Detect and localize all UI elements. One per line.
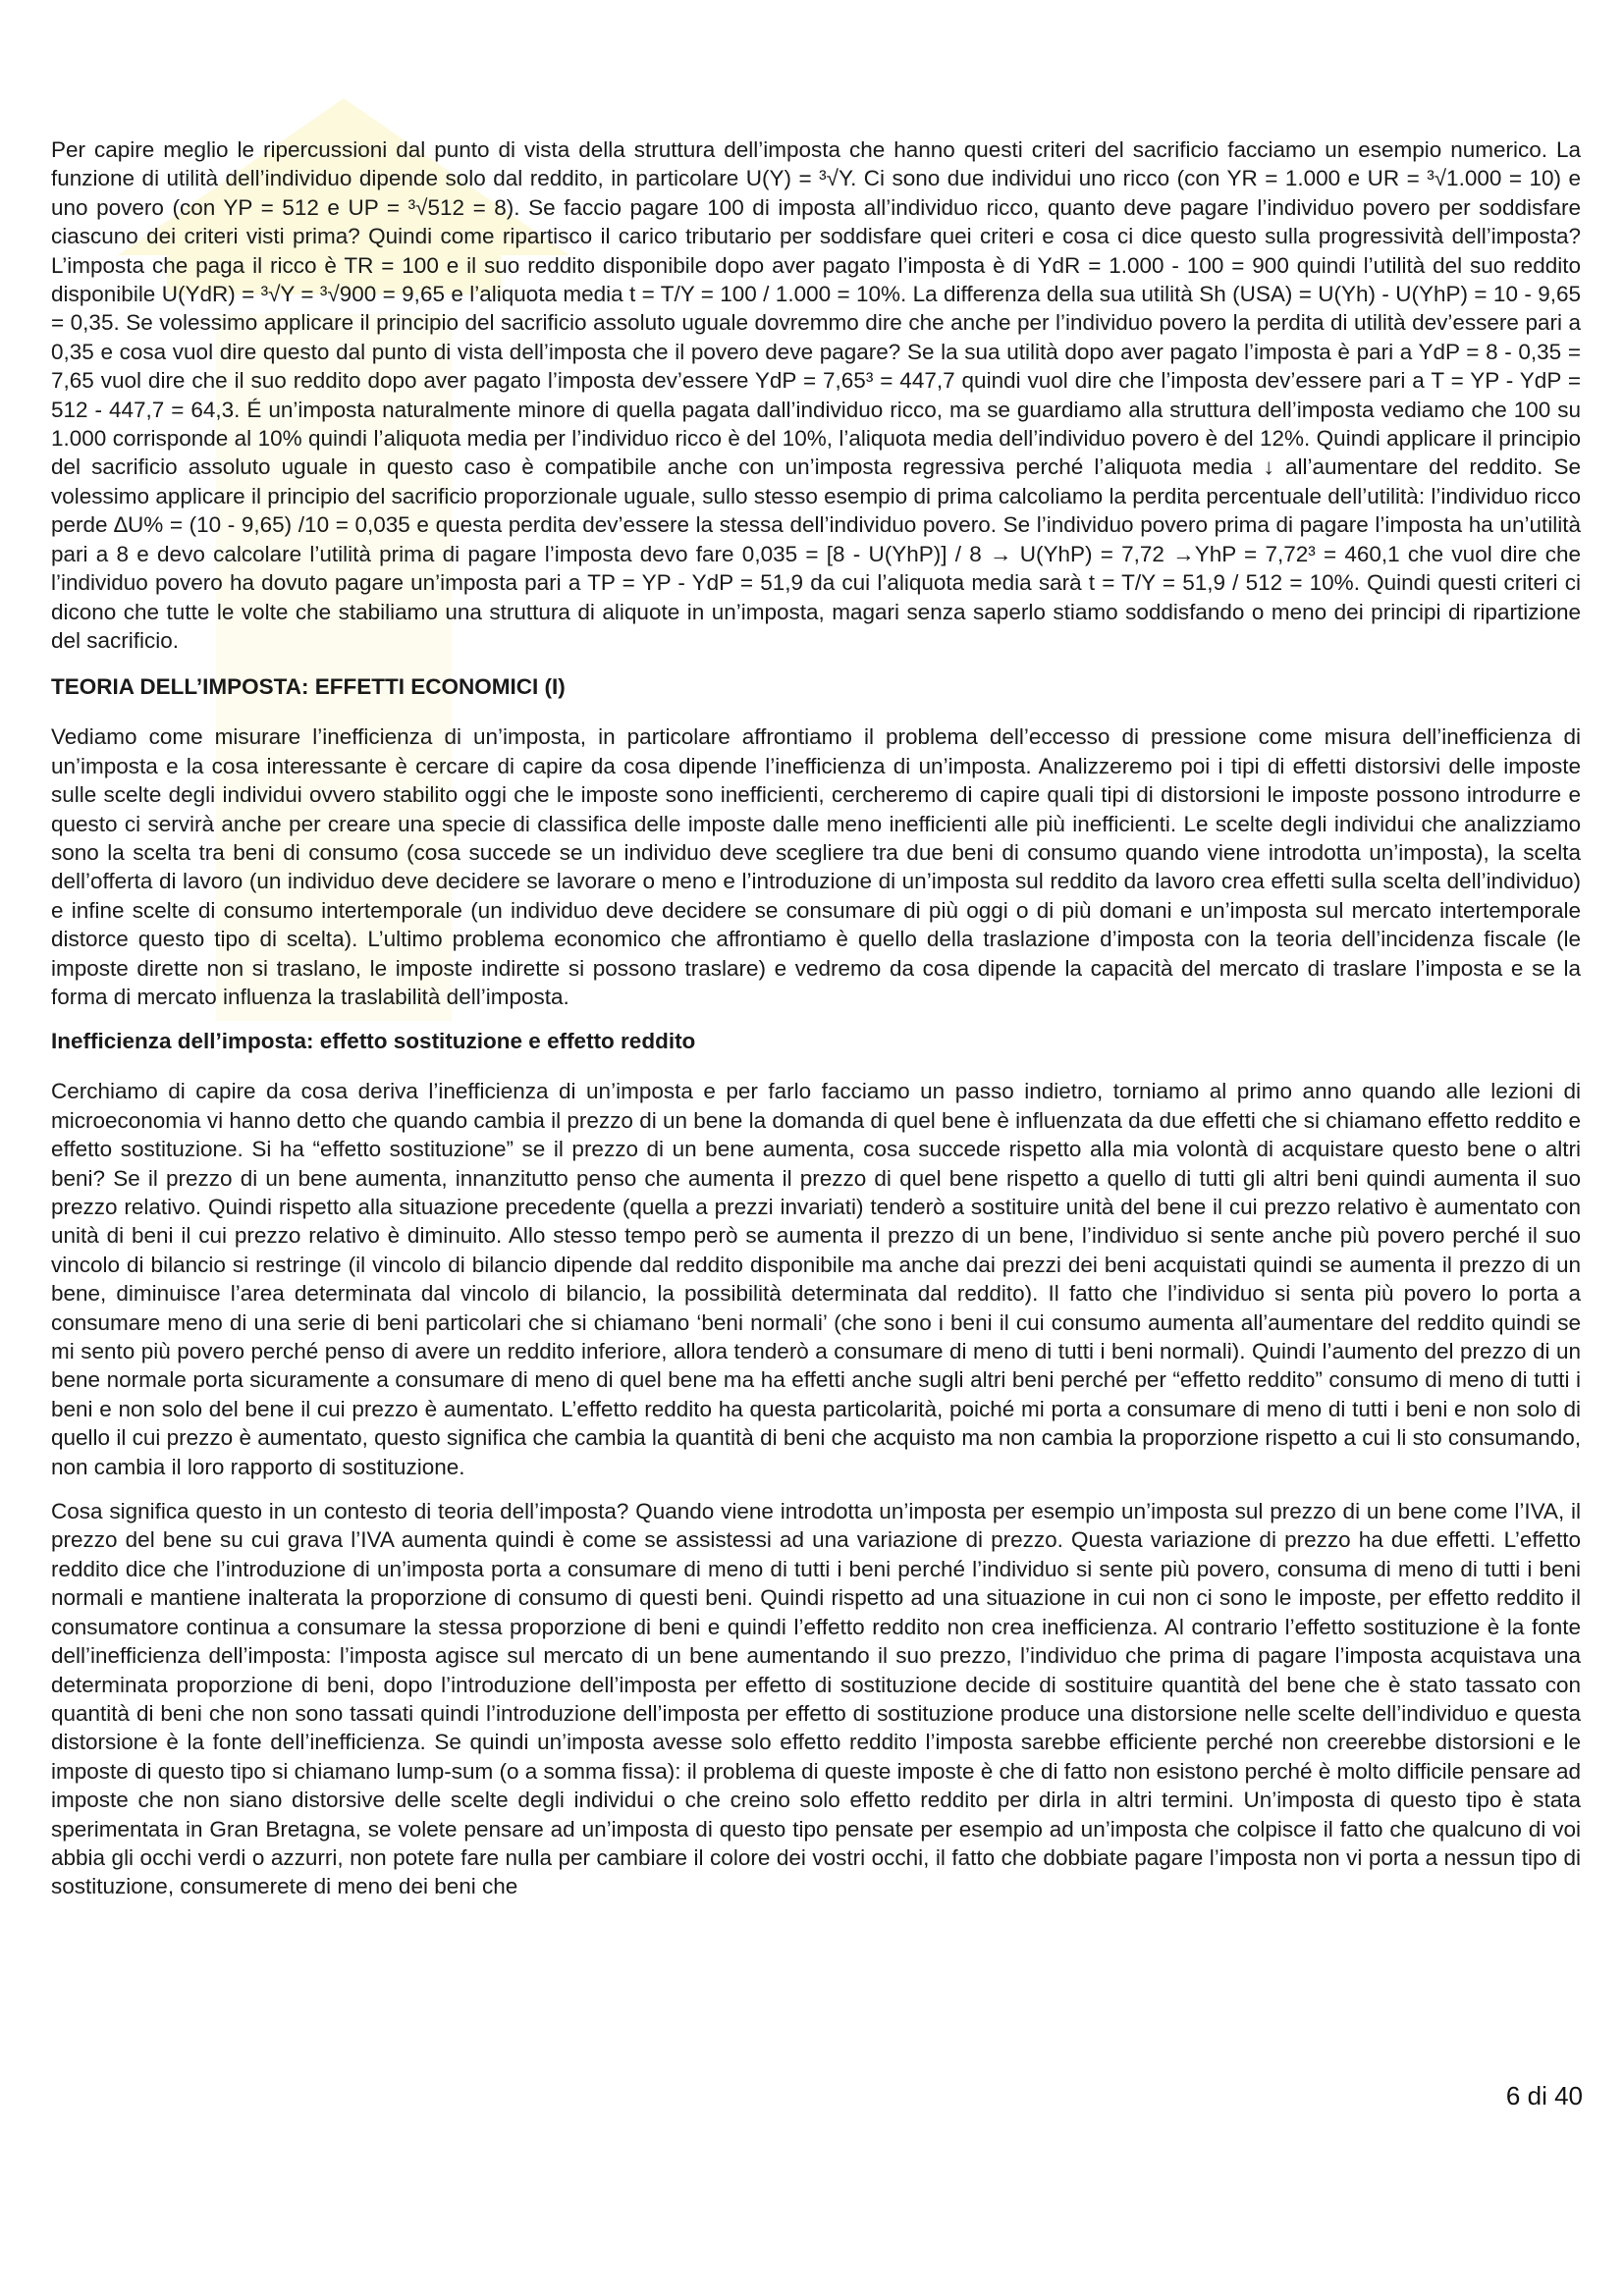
paragraph-substitution-income: Cerchiamo di capire da cosa deriva l’inefficienza di un’imposta e per farlo facciamo un passo indietro, torniamo al primo anno quando alle lezioni di microeconomia vi hanno detto che quando cambia il prezzo di un bene la domanda di quel bene è influenzata da due effetti che si chiamano effetto reddito e effetto sostituzione. Si ha “effetto sostituzione” se il prezzo di un bene aumenta, cosa succede rispetto alla mia volontà di acquistare questo bene o altri beni? Se il prezzo di un bene aumenta, innanzitutto penso che aumenta il prezzo di quel bene rispetto a quello di tutti gli altri beni quindi aumenta il suo prezzo relativo. Quindi rispetto alla situazione precedente (quella a prezzi invariati) tenderò a sostituire unità del bene il cui prezzo relativo è aumentato con unità di beni il cui prezzo relativo è diminuito. Allo stesso tempo però se aumenta il prezzo di un bene, l’individuo si sente anche più povero perché il suo vincolo di bilancio si restringe (il vincolo di bilancio dipende dal reddito disponibile ma anche dai prezzi dei beni acquistati quindi se aumenta il prezzo di un bene, diminuisce l’area determinata dal vincolo di bilancio, la possibilità determinata dal reddito). Il fatto che l’individuo si senta più povero lo porta a consumare meno di una serie di beni particolari che si chiamano ‘beni normali’ (che sono i beni il cui consumo aumenta all’aumentare del reddito quindi se mi sento più povero perché penso di avere un reddito inferiore, allora tenderò a consumare di meno di tutti i beni normali). Quindi l’aumento del prezzo di un bene normale porta sicuramente a consumare di meno di quel bene ma ha effetti anche sugli altri beni perché per “effetto reddito” consumo di meno di tutti i beni e non solo del bene il cui prezzo è aumentato. L’effetto reddito ha questa particolarità, poiché mi porta a consumare di meno di tutti i beni e non solo di quello il cui prezzo è aumentato, questo significa che cambia la quantità di beni che acquisto ma non cambia la proporzione rispetto a cui li sto consumando, non cambia il loro rapporto di sostituzione. [51, 1079, 1581, 1479]
subsection-heading: Inefficienza dell’imposta: effetto sostituzione e effetto reddito [51, 1029, 696, 1054]
paragraph-tax-theory-context: Cosa significa questo in un contesto di teoria dell’imposta? Quando viene introdotta un’imposta per esempio un’imposta sul prezzo di un bene come l’IVA, il prezzo del bene su cui grava l’IVA aumenta quindi è come se assistessi ad una variazione di prezzo. Questa variazione di prezzo ha due effetti. L’effetto reddito dice che l’introduzione di un’imposta porta a consumare di meno di tutti i beni perché l’individuo si sente più povero, consuma di meno di tutti i beni normali e mantiene inalterata la proporzione di consumo di questi beni. Quindi rispetto ad una situazione in cui non ci sono le imposte, per effetto reddito il consumatore continua a consumare la stessa proporzione di beni e quindi l’effetto reddito non crea inefficienza. Al contrario l’effetto sostituzione è la fonte dell’inefficienza dell’imposta: l’imposta agisce sul mercato di un bene aumentando il suo prezzo, l’individuo che prima di pagare l’imposta acquistava una determinata proporzione di beni, dopo l’introduzione dell’imposta per effetto di sostituzione decide di sostituire quantità del bene che è stato tassato con quantità di beni che non sono tassati quindi l’introduzione dell’imposta per effetto di sostituzione produce una distorsione nelle scelte dell’individuo e questa distorsione è la fonte dell’inefficienza. Se quindi un’imposta avesse solo effetto reddito l’imposta sarebbe efficiente perché non creerebbe distorsioni e le imposte di questo tipo si chiamano lump-sum (o a somma fissa): il problema di queste imposte è che di fatto non esistono perché è molto difficile pensare ad imposte che non siano distorsive delle scelte degli individui o che creino solo effetto reddito per dirla in altri termini. Un’imposta di questo tipo è stata sperimentata in Gran Bretagna, se volete pensare ad un’imposta di questo tipo pensate per esempio ad un’imposta che colpisce il fatto che qualcuno di voi abbia gli occhi verdi o azzurri, non potete fare nulla per cambiare il colore dei vostri occhi, il fatto che dobbiate pagare l’imposta non vi porta a nessun tipo di sostituzione, consumerete di meno dei beni che [51, 1499, 1581, 1899]
document-page [51, 135, 1581, 1917]
section-heading: TEORIA DELL’IMPOSTA: EFFETTI ECONOMICI (I) [51, 674, 566, 700]
page-number: 6 di 40 [1505, 2081, 1583, 2110]
paragraph-sacrifice-example: Per capire meglio le ripercussioni dal punto di vista della struttura dell’imposta che hanno questi criteri del sacrificio facciamo un esempio numerico. La funzione di utilità dell’individuo dipende solo dal reddito, in particolare U(Y) = ³√Y. Ci sono due individui uno ricco (con YR = 1.000 e UR = ³√1.000 = 10) e uno povero (con YP = 512 e UP = ³√512 = 8). Se faccio pagare 100 di imposta all’individuo ricco, quanto deve pagare l’individuo povero per soddisfare ciascuno dei criteri visti prima? Quindi come ripartisco il carico tributario per soddisfare quei criteri e cosa ci dice questo sulla progressività dell’imposta? L’imposta che paga il ricco è TR = 100 e il suo reddito disponibile dopo aver pagato l’imposta è di YdR = 1.000 - 100 = 900 quindi l’utilità del suo reddito disponibile U(YdR) = ³√Y = ³√900 = 9,65 e l’aliquota media t = T/Y = 100 / 1.000 = 10%. La differenza della sua utilità Sh (USA) = U(Yh) - U(YhP) = 10 - 9,65 = 0,35. Se volessimo applicare il principio del sacrificio assoluto uguale dovremmo dire che anche per l’individuo povero la perdita di utilità dev’essere pari a 0,35 e cosa vuol dire questo dal punto di vista dell’imposta che il povero deve pagare? Se la sua utilità dopo aver pagato l’imposta è pari a YdP = 8 - 0,35 = 7,65 vuol dire che il suo reddito dopo aver pagato l’imposta dev’essere YdP = 7,65³ = 447,7 quindi vuol dire che l’imposta dev’essere pari a T = YP - YdP = 512 - 447,7 = 64,3. É un’imposta naturalmente minore di quella pagata dall’individuo ricco, ma se guardiamo alla struttura dell’imposta vediamo che 100 su 1.000 corrisponde al 10% quindi l’aliquota media per l’individuo ricco è del 10%, l’aliquota media dell’individuo povero è del 12%. Quindi applicare il principio del sacrificio assoluto uguale in questo caso è compatibile anche con un’imposta regressiva perché l’aliquota media ↓ all’aumentare del reddito. Se volessimo applicare il principio del sacrificio proporzionale uguale, sullo stesso esempio di prima calcoliamo la perdita percentuale dell’utilità: l’individuo ricco perde ∆U% = (10 - 9,65) /10 = 0,035 e questa perdita dev’essere la stessa dell’individuo povero. Se l’individuo povero prima di pagare l’imposta ha un’utilità pari a 8 e devo calcolare l’utilità prima di pagare l’imposta devo fare 0,035 = [8 - U(YhP)] / 8 → U(YhP) = 7,72 →YhP = 7,72³ = 460,1 che vuol dire che l’individuo povero ha dovuto pagare un’imposta pari a TP = YP - YdP = 51,9 da cui l’aliquota media sarà t = T/Y = 51,9 / 512 = 10%. Quindi questi criteri ci dicono che tutte le volte che stabiliamo una struttura di aliquote in un’imposta, magari senza saperlo stiamo soddisfando o meno dei principi di ripartizione del sacrificio. [51, 137, 1581, 653]
paragraph-intro-effects: Vediamo come misurare l’inefficienza di un’imposta, in particolare affrontiamo il problema dell’eccesso di pressione come misura dell’inefficienza di un’imposta e la cosa interessante è cercare di capire da cosa dipende l’inefficienza di un’imposta. Analizzeremo poi i tipi di effetti distorsivi delle imposte sulle scelte degli individui ovvero stabilito oggi che le imposte sono inefficienti, cercheremo di capire quali tipi di distorsioni le imposte possono introdurre e questo ci servirà anche per creare una specie di classifica delle imposte dalle meno inefficienti alle più inefficienti. Le scelte degli individui che analizziamo sono la scelta tra beni di consumo (cosa succede se un individuo deve scegliere tra due beni di consumo quando viene introdotta un’imposta), la scelta dell’offerta di lavoro (un individuo deve decidere se lavorare o meno e l’introduzione di un’imposta sul reddito da lavoro crea effetti sulla scelta dell’individuo) e infine scelte di consumo intertemporale (un individuo deve decidere se consumare di più oggi o di più domani e un’imposta sul mercato intertemporale distorce questo tipo di scelta). L’ultimo problema economico che affrontiamo è quello della traslazione d’imposta con la teoria dell’incidenza fiscale (le imposte dirette non si traslano, le imposte indirette si possono traslare) e vedremo da cosa dipende la capacità del mercato di traslare l’imposta e se la forma di mercato influenza la traslabilità dell’imposta. [51, 724, 1581, 1009]
